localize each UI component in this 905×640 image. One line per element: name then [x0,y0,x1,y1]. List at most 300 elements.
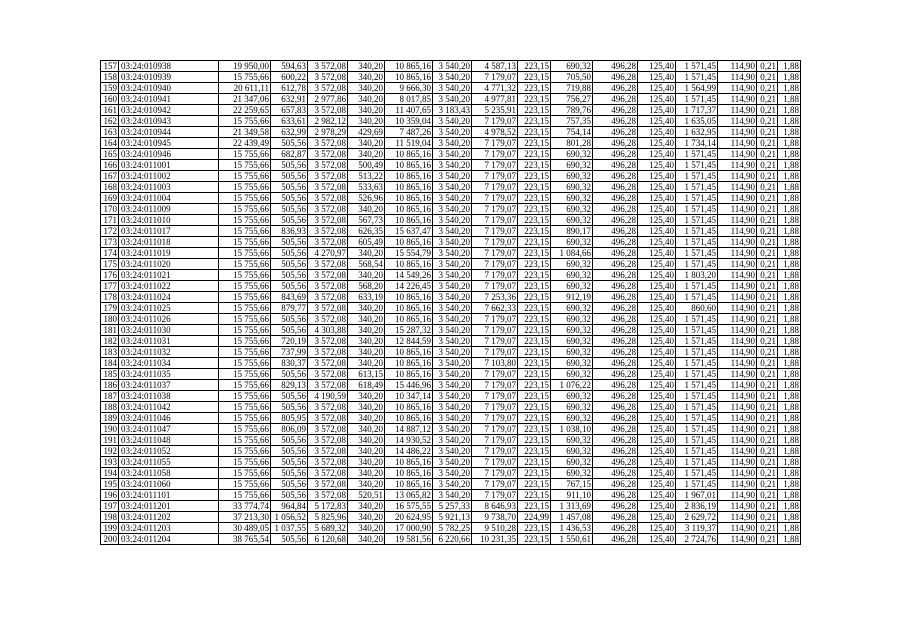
value-cell: 114,90 [718,391,757,402]
value-cell: 125,40 [638,72,676,83]
value-cell: 10 865,16 [385,149,433,160]
table-row [101,347,801,358]
account-id-cell: 03:24:011004 [119,193,219,204]
value-cell: 1,88 [778,512,801,523]
value-cell: 114,90 [718,501,757,512]
table-row [101,138,801,149]
value-cell: 0,21 [757,534,778,545]
value-cell: 125,40 [638,259,676,270]
value-cell: 10 865,16 [385,402,433,413]
table-row [101,424,801,435]
value-cell: 7 179,07 [472,226,518,237]
value-cell: 3 540,20 [433,391,472,402]
value-cell: 7 179,07 [472,138,518,149]
value-cell: 223,15 [518,270,551,281]
value-cell: 594,63 [271,61,308,72]
value-cell: 690,32 [551,446,593,457]
row-number-cell: 192 [101,446,119,457]
value-cell: 0,21 [757,512,778,523]
value-cell: 0,21 [757,204,778,215]
value-cell: 125,40 [638,193,676,204]
value-cell: 3 572,08 [308,182,348,193]
account-id-cell: 03:24:010944 [119,127,219,138]
value-cell: 7 662,33 [472,303,518,314]
value-cell: 3 572,08 [308,160,348,171]
account-id-cell: 03:24:011201 [119,501,219,512]
table-row [101,325,801,336]
value-cell: 14 887,12 [385,424,433,435]
value-cell: 496,28 [593,380,638,391]
value-cell: 496,28 [593,468,638,479]
table-row [101,61,801,72]
account-id-cell: 03:24:010946 [119,149,219,160]
value-cell: 3 540,20 [433,138,472,149]
value-cell: 15 755,66 [219,468,271,479]
data-table [100,60,801,545]
account-id-cell: 03:24:011203 [119,523,219,534]
value-cell: 0,21 [757,72,778,83]
value-cell: 2 836,19 [676,501,718,512]
value-cell: 4 587,13 [472,61,518,72]
value-cell: 496,28 [593,72,638,83]
value-cell: 10 865,16 [385,160,433,171]
account-id-cell: 03:24:011020 [119,259,219,270]
value-cell: 10 865,16 [385,237,433,248]
value-cell: 7 179,07 [472,347,518,358]
value-cell: 0,21 [757,336,778,347]
row-number-cell: 182 [101,336,119,347]
row-number-cell: 179 [101,303,119,314]
value-cell: 3 540,20 [433,336,472,347]
value-cell: 690,32 [551,369,593,380]
value-cell: 1,88 [778,292,801,303]
value-cell: 0,21 [757,380,778,391]
value-cell: 1 457,08 [551,512,593,523]
value-cell: 10 231,35 [472,534,518,545]
value-cell: 3 572,08 [308,303,348,314]
value-cell: 114,90 [718,61,757,72]
value-cell: 3 572,08 [308,446,348,457]
value-cell: 690,32 [551,215,593,226]
value-cell: 114,90 [718,248,757,259]
value-cell: 1 571,45 [676,446,718,457]
value-cell: 3 572,08 [308,358,348,369]
value-cell: 567,73 [348,215,385,226]
value-cell: 626,35 [348,226,385,237]
value-cell: 505,56 [271,457,308,468]
value-cell: 1,88 [778,501,801,512]
value-cell: 3 183,43 [433,105,472,116]
account-id-cell: 03:24:010939 [119,72,219,83]
value-cell: 496,28 [593,347,638,358]
table-row [101,182,801,193]
value-cell: 1 571,45 [676,336,718,347]
value-cell: 720,19 [271,336,308,347]
value-cell: 1 571,45 [676,424,718,435]
value-cell: 114,90 [718,512,757,523]
value-cell: 223,15 [518,259,551,270]
table-row [101,512,801,523]
row-number-cell: 186 [101,380,119,391]
value-cell: 3 572,08 [308,402,348,413]
value-cell: 10 865,16 [385,358,433,369]
value-cell: 690,32 [551,457,593,468]
value-cell: 223,15 [518,193,551,204]
value-cell: 690,32 [551,391,593,402]
value-cell: 890,17 [551,226,593,237]
value-cell: 505,56 [271,160,308,171]
value-cell: 15 755,66 [219,479,271,490]
value-cell: 15 755,66 [219,72,271,83]
value-cell: 10 865,16 [385,193,433,204]
value-cell: 15 755,66 [219,182,271,193]
value-cell: 114,90 [718,358,757,369]
table-row [101,523,801,534]
value-cell: 632,91 [271,94,308,105]
value-cell: 829,13 [271,380,308,391]
account-id-cell: 03:24:011017 [119,226,219,237]
value-cell: 1,88 [778,61,801,72]
value-cell: 568,54 [348,259,385,270]
table-row [101,215,801,226]
value-cell: 125,40 [638,413,676,424]
value-cell: 505,56 [271,270,308,281]
value-cell: 7 179,07 [472,402,518,413]
row-number-cell: 167 [101,171,119,182]
table-row [101,259,801,270]
value-cell: 7 179,07 [472,336,518,347]
table-row [101,468,801,479]
table-row [101,248,801,259]
value-cell: 496,28 [593,314,638,325]
value-cell: 3 540,20 [433,358,472,369]
value-cell: 223,15 [518,61,551,72]
value-cell: 3 540,20 [433,259,472,270]
row-number-cell: 177 [101,281,119,292]
value-cell: 3 572,08 [308,424,348,435]
value-cell: 224,99 [518,512,551,523]
value-cell: 1,88 [778,116,801,127]
value-cell: 505,56 [271,369,308,380]
value-cell: 114,90 [718,138,757,149]
table-row [101,226,801,237]
value-cell: 1 571,45 [676,391,718,402]
value-cell: 125,40 [638,292,676,303]
value-cell: 0,21 [757,138,778,149]
row-number-cell: 158 [101,72,119,83]
value-cell: 830,37 [271,358,308,369]
value-cell: 114,90 [718,336,757,347]
value-cell: 964,84 [271,501,308,512]
value-cell: 20 611,11 [219,83,271,94]
row-number-cell: 195 [101,479,119,490]
value-cell: 125,40 [638,512,676,523]
value-cell: 690,32 [551,270,593,281]
table-row [101,303,801,314]
value-cell: 1,88 [778,270,801,281]
value-cell: 7 179,07 [472,479,518,490]
value-cell: 0,21 [757,215,778,226]
value-cell: 10 347,14 [385,391,433,402]
value-cell: 496,28 [593,457,638,468]
value-cell: 690,32 [551,193,593,204]
value-cell: 10 359,04 [385,116,433,127]
value-cell: 125,40 [638,138,676,149]
value-cell: 114,90 [718,435,757,446]
value-cell: 533,63 [348,182,385,193]
table-row [101,149,801,160]
value-cell: 1,88 [778,138,801,149]
value-cell: 1 037,55 [271,523,308,534]
value-cell: 7 179,07 [472,468,518,479]
value-cell: 340,20 [348,424,385,435]
value-cell: 3 540,20 [433,292,472,303]
table-row [101,501,801,512]
value-cell: 3 572,08 [308,292,348,303]
value-cell: 125,40 [638,83,676,94]
value-cell: 1,88 [778,534,801,545]
value-cell: 5 689,32 [308,523,348,534]
value-cell: 223,15 [518,457,551,468]
value-cell: 1 571,45 [676,248,718,259]
value-cell: 223,15 [518,72,551,83]
value-cell: 10 865,16 [385,303,433,314]
value-cell: 1 571,45 [676,237,718,248]
table-row [101,534,801,545]
table-row [101,369,801,380]
value-cell: 600,22 [271,72,308,83]
value-cell: 1,88 [778,94,801,105]
value-cell: 1 571,45 [676,94,718,105]
value-cell: 223,15 [518,149,551,160]
value-cell: 1 038,10 [551,424,593,435]
value-cell: 4 771,32 [472,83,518,94]
value-cell: 7 179,07 [472,281,518,292]
value-cell: 340,20 [348,446,385,457]
value-cell: 114,90 [718,116,757,127]
row-number-cell: 187 [101,391,119,402]
value-cell: 505,56 [271,182,308,193]
value-cell: 0,21 [757,248,778,259]
value-cell: 3 572,08 [308,479,348,490]
value-cell: 1,88 [778,435,801,446]
value-cell: 0,21 [757,490,778,501]
value-cell: 2 982,12 [308,116,348,127]
value-cell: 3 540,20 [433,479,472,490]
value-cell: 3 540,20 [433,446,472,457]
value-cell: 114,90 [718,325,757,336]
value-cell: 114,90 [718,105,757,116]
value-cell: 15 755,66 [219,391,271,402]
value-cell: 500,49 [348,160,385,171]
value-cell: 10 865,16 [385,171,433,182]
row-number-cell: 162 [101,116,119,127]
value-cell: 1 571,45 [676,171,718,182]
row-number-cell: 199 [101,523,119,534]
value-cell: 496,28 [593,523,638,534]
value-cell: 690,32 [551,435,593,446]
value-cell: 7 179,07 [472,193,518,204]
value-cell: 3 540,20 [433,61,472,72]
value-cell: 1 571,45 [676,325,718,336]
value-cell: 505,56 [271,490,308,501]
value-cell: 0,21 [757,501,778,512]
value-cell: 3 572,08 [308,138,348,149]
value-cell: 1 550,61 [551,534,593,545]
value-cell: 1 571,45 [676,435,718,446]
account-id-cell: 03:24:011022 [119,281,219,292]
value-cell: 223,15 [518,336,551,347]
value-cell: 3 572,08 [308,61,348,72]
value-cell: 125,40 [638,468,676,479]
value-cell: 114,90 [718,171,757,182]
account-id-cell: 03:24:011001 [119,160,219,171]
row-number-cell: 173 [101,237,119,248]
value-cell: 11 407,65 [385,105,433,116]
value-cell: 7 179,07 [472,413,518,424]
value-cell: 223,15 [518,325,551,336]
account-id-cell: 03:24:011031 [119,336,219,347]
value-cell: 14 226,45 [385,281,433,292]
value-cell: 505,56 [271,435,308,446]
value-cell: 125,40 [638,424,676,435]
value-cell: 340,20 [348,314,385,325]
value-cell: 15 755,66 [219,248,271,259]
value-cell: 496,28 [593,424,638,435]
value-cell: 7 179,07 [472,182,518,193]
row-number-cell: 159 [101,83,119,94]
table-row [101,380,801,391]
value-cell: 114,90 [718,490,757,501]
value-cell: 114,90 [718,226,757,237]
row-number-cell: 189 [101,413,119,424]
table-row [101,72,801,83]
value-cell: 125,40 [638,446,676,457]
value-cell: 0,21 [757,457,778,468]
value-cell: 3 572,08 [308,369,348,380]
account-id-cell: 03:24:011038 [119,391,219,402]
value-cell: 860,60 [676,303,718,314]
value-cell: 0,21 [757,369,778,380]
value-cell: 223,15 [518,435,551,446]
value-cell: 340,20 [348,94,385,105]
value-cell: 10 865,16 [385,72,433,83]
value-cell: 496,28 [593,204,638,215]
value-cell: 3 540,20 [433,83,472,94]
value-cell: 3 572,08 [308,193,348,204]
value-cell: 3 572,08 [308,83,348,94]
value-cell: 1,88 [778,468,801,479]
value-cell: 505,56 [271,204,308,215]
value-cell: 0,21 [757,435,778,446]
value-cell: 15 755,66 [219,369,271,380]
value-cell: 223,15 [518,171,551,182]
value-cell: 114,90 [718,347,757,358]
value-cell: 496,28 [593,149,638,160]
value-cell: 125,40 [638,358,676,369]
value-cell: 757,35 [551,116,593,127]
value-cell: 15 755,66 [219,193,271,204]
value-cell: 612,78 [271,83,308,94]
value-cell: 114,90 [718,292,757,303]
value-cell: 690,32 [551,281,593,292]
value-cell: 14 549,26 [385,270,433,281]
value-cell: 10 865,16 [385,215,433,226]
value-cell: 17 000,90 [385,523,433,534]
value-cell: 223,15 [518,523,551,534]
value-cell: 690,32 [551,204,593,215]
value-cell: 1 571,45 [676,292,718,303]
value-cell: 496,28 [593,490,638,501]
value-cell: 15 755,66 [219,314,271,325]
value-cell: 9 510,28 [472,523,518,534]
account-id-cell: 03:24:010943 [119,116,219,127]
value-cell: 10 865,16 [385,204,433,215]
value-cell: 9 738,70 [472,512,518,523]
value-cell: 125,40 [638,226,676,237]
table-row [101,281,801,292]
value-cell: 340,20 [348,534,385,545]
value-cell: 526,96 [348,193,385,204]
value-cell: 3 540,20 [433,94,472,105]
value-cell: 1 571,45 [676,259,718,270]
value-cell: 0,21 [757,83,778,94]
value-cell: 0,21 [757,325,778,336]
value-cell: 340,20 [348,479,385,490]
value-cell: 10 865,16 [385,259,433,270]
value-cell: 114,90 [718,281,757,292]
row-number-cell: 175 [101,259,119,270]
value-cell: 0,21 [757,127,778,138]
value-cell: 7 179,07 [472,446,518,457]
value-cell: 1,88 [778,479,801,490]
value-cell: 496,28 [593,248,638,259]
value-cell: 340,20 [348,501,385,512]
table-row [101,490,801,501]
value-cell: 496,28 [593,237,638,248]
value-cell: 114,90 [718,314,757,325]
value-cell: 14 930,52 [385,435,433,446]
value-cell: 520,51 [348,490,385,501]
value-cell: 33 774,74 [219,501,271,512]
account-id-cell: 03:24:011019 [119,248,219,259]
value-cell: 114,90 [718,457,757,468]
value-cell: 633,61 [271,116,308,127]
row-number-cell: 163 [101,127,119,138]
value-cell: 3 572,08 [308,435,348,446]
value-cell: 690,32 [551,336,593,347]
value-cell: 0,21 [757,193,778,204]
value-cell: 114,90 [718,182,757,193]
value-cell: 1,88 [778,358,801,369]
value-cell: 879,77 [271,303,308,314]
account-id-cell: 03:24:011010 [119,215,219,226]
value-cell: 38 765,54 [219,534,271,545]
value-cell: 340,20 [348,105,385,116]
value-cell: 1 571,45 [676,149,718,160]
value-cell: 1 571,45 [676,61,718,72]
value-cell: 223,15 [518,468,551,479]
value-cell: 3 540,20 [433,325,472,336]
value-cell: 15 755,66 [219,281,271,292]
value-cell: 4 190,59 [308,391,348,402]
value-cell: 3 540,20 [433,468,472,479]
value-cell: 340,20 [348,83,385,94]
value-cell: 15 446,96 [385,380,433,391]
value-cell: 114,90 [718,94,757,105]
value-cell: 15 755,66 [219,424,271,435]
value-cell: 5 172,83 [308,501,348,512]
